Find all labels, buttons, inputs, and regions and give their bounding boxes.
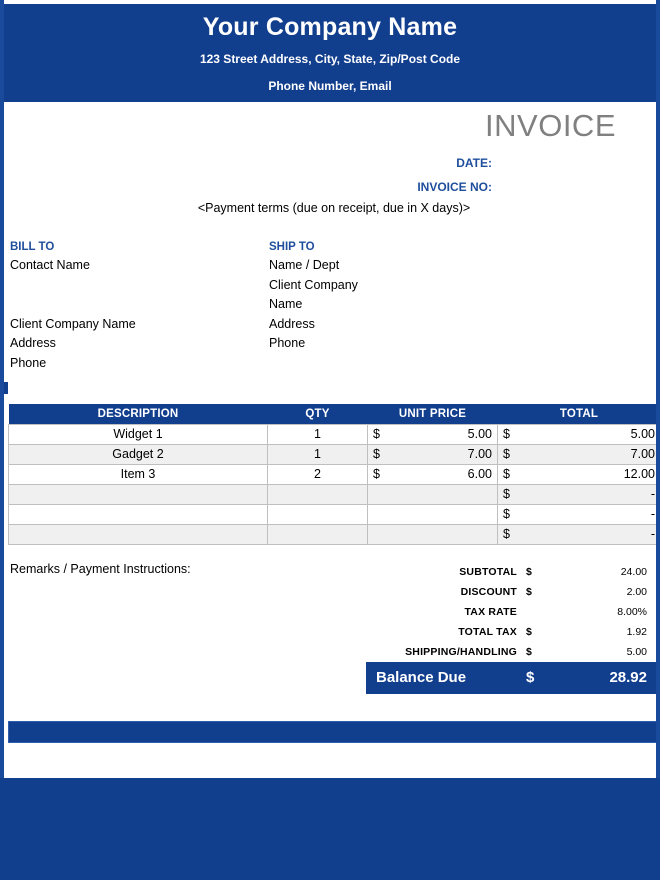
currency-symbol: $ [373,447,380,461]
bill-to-heading: BILL TO [10,241,55,253]
total-value: - [650,527,655,541]
totals-table [366,562,659,694]
balance-due-value: 28.92 [545,662,659,694]
cell-total[interactable] [498,525,660,545]
table-row[interactable] [9,525,660,545]
cell-qty[interactable] [268,525,368,545]
cell-description[interactable] [9,525,268,545]
cell-total[interactable] [498,445,660,465]
company-contact: Phone Number, Email [268,79,392,93]
total-value: - [650,507,655,521]
payment-terms: <Payment terms (due on receipt, due in X days)> [197,201,471,215]
totals-row-total-tax [366,622,659,642]
unit-price-value: 5.00 [467,427,492,441]
unit-price-value: 6.00 [467,467,492,481]
line-items-body [9,425,660,545]
shipping-currency-symbol: $ [526,646,532,658]
column-header-total: TOTAL [498,404,660,425]
cell-unit-price[interactable] [368,525,498,545]
cell-qty[interactable]: 1 [268,425,368,445]
section-divider-tick [4,382,8,394]
cell-qty[interactable] [268,485,368,505]
tax-rate-label: TAX RATE [464,606,517,618]
cell-description[interactable]: Widget 1 [9,425,268,445]
totals-row-shipping [366,642,659,662]
ship-to-company: Client Company Name [269,277,358,311]
bill-to-block [10,238,260,373]
totals-row-subtotal [366,562,659,582]
discount-value: 2.00 [626,586,647,598]
totals-row-tax-rate [366,602,659,622]
currency-symbol: $ [503,527,510,541]
bill-to-address: Address [10,336,56,350]
table-row[interactable] [9,505,660,525]
currency-symbol: $ [503,447,510,461]
currency-symbol: $ [373,467,380,481]
footer-accent-bar [8,721,660,743]
bill-to-contact-name: Contact Name [10,258,90,272]
balance-due-row [366,662,659,694]
remarks-label: Remarks / Payment Instructions: [10,562,191,576]
balance-due-label: Balance Due [366,662,525,694]
cell-unit-price[interactable] [368,505,498,525]
cell-qty[interactable]: 1 [268,445,368,465]
subtotal-label: SUBTOTAL [459,566,517,578]
cell-qty[interactable]: 2 [268,465,368,485]
ship-to-block [269,238,379,354]
total-tax-label: TOTAL TAX [458,626,517,638]
currency-symbol: $ [503,507,510,521]
table-row[interactable] [9,465,660,485]
totals-row-discount [366,582,659,602]
cell-total[interactable] [498,465,660,485]
tax-rate-currency-symbol [525,602,545,622]
total-tax-value: 1.92 [626,626,647,638]
subtotal-value: 24.00 [620,566,647,578]
cell-description[interactable] [9,505,268,525]
balance-due-currency-symbol: $ [525,662,545,694]
cell-qty[interactable] [268,505,368,525]
currency-symbol: $ [373,427,380,441]
cell-unit-price[interactable] [368,465,498,485]
column-header-qty: QTY [268,404,368,425]
shipping-value: 5.00 [626,646,647,658]
cell-unit-price[interactable] [368,425,498,445]
cell-description[interactable]: Item 3 [9,465,268,485]
cell-unit-price[interactable] [368,445,498,465]
table-row[interactable] [9,485,660,505]
company-name: Your Company Name [202,13,458,41]
tax-rate-value: 8.00% [617,606,647,618]
bill-to-company: Client Company Name [10,316,136,331]
bill-to-spacer-2 [10,295,260,315]
subtotal-currency-symbol: $ [526,566,532,578]
ship-to-name-dept: Name / Dept [269,258,340,272]
currency-symbol: $ [503,487,510,501]
invoice-date-label: DATE: [456,156,492,170]
column-header-description: DESCRIPTION [9,404,268,425]
table-row[interactable] [9,445,660,465]
company-address: 123 Street Address, City, State, Zip/Post Code [199,52,461,66]
total-value: 12.00 [623,467,655,481]
cell-total[interactable] [498,485,660,505]
total-value: 7.00 [630,447,655,461]
cell-unit-price[interactable] [368,485,498,505]
table-header-row [9,404,660,425]
total-value: 5.00 [630,427,655,441]
discount-currency-symbol: $ [526,586,532,598]
ship-to-heading: SHIP TO [269,241,315,253]
table-row[interactable] [9,425,660,445]
line-items-table [8,404,660,545]
discount-label: DISCOUNT [460,586,517,598]
cell-description[interactable] [9,485,268,505]
cell-total[interactable] [498,425,660,445]
total-tax-currency-symbol: $ [526,626,532,638]
unit-price-value: 7.00 [467,447,492,461]
currency-symbol: $ [503,467,510,481]
ship-to-address: Address [269,316,315,331]
total-value: - [650,487,655,501]
column-header-unit-price: UNIT PRICE [368,404,498,425]
shipping-label: SHIPPING/HANDLING [405,646,517,658]
company-header-band [4,4,656,102]
cell-description[interactable]: Gadget 2 [9,445,268,465]
bill-to-spacer [10,276,260,296]
page-title: INVOICE [485,108,616,143]
invoice-number-label: INVOICE NO: [417,180,492,194]
bill-to-phone: Phone [10,355,47,370]
currency-symbol: $ [503,427,510,441]
cell-total[interactable] [498,505,660,525]
ship-to-phone: Phone [269,336,306,350]
